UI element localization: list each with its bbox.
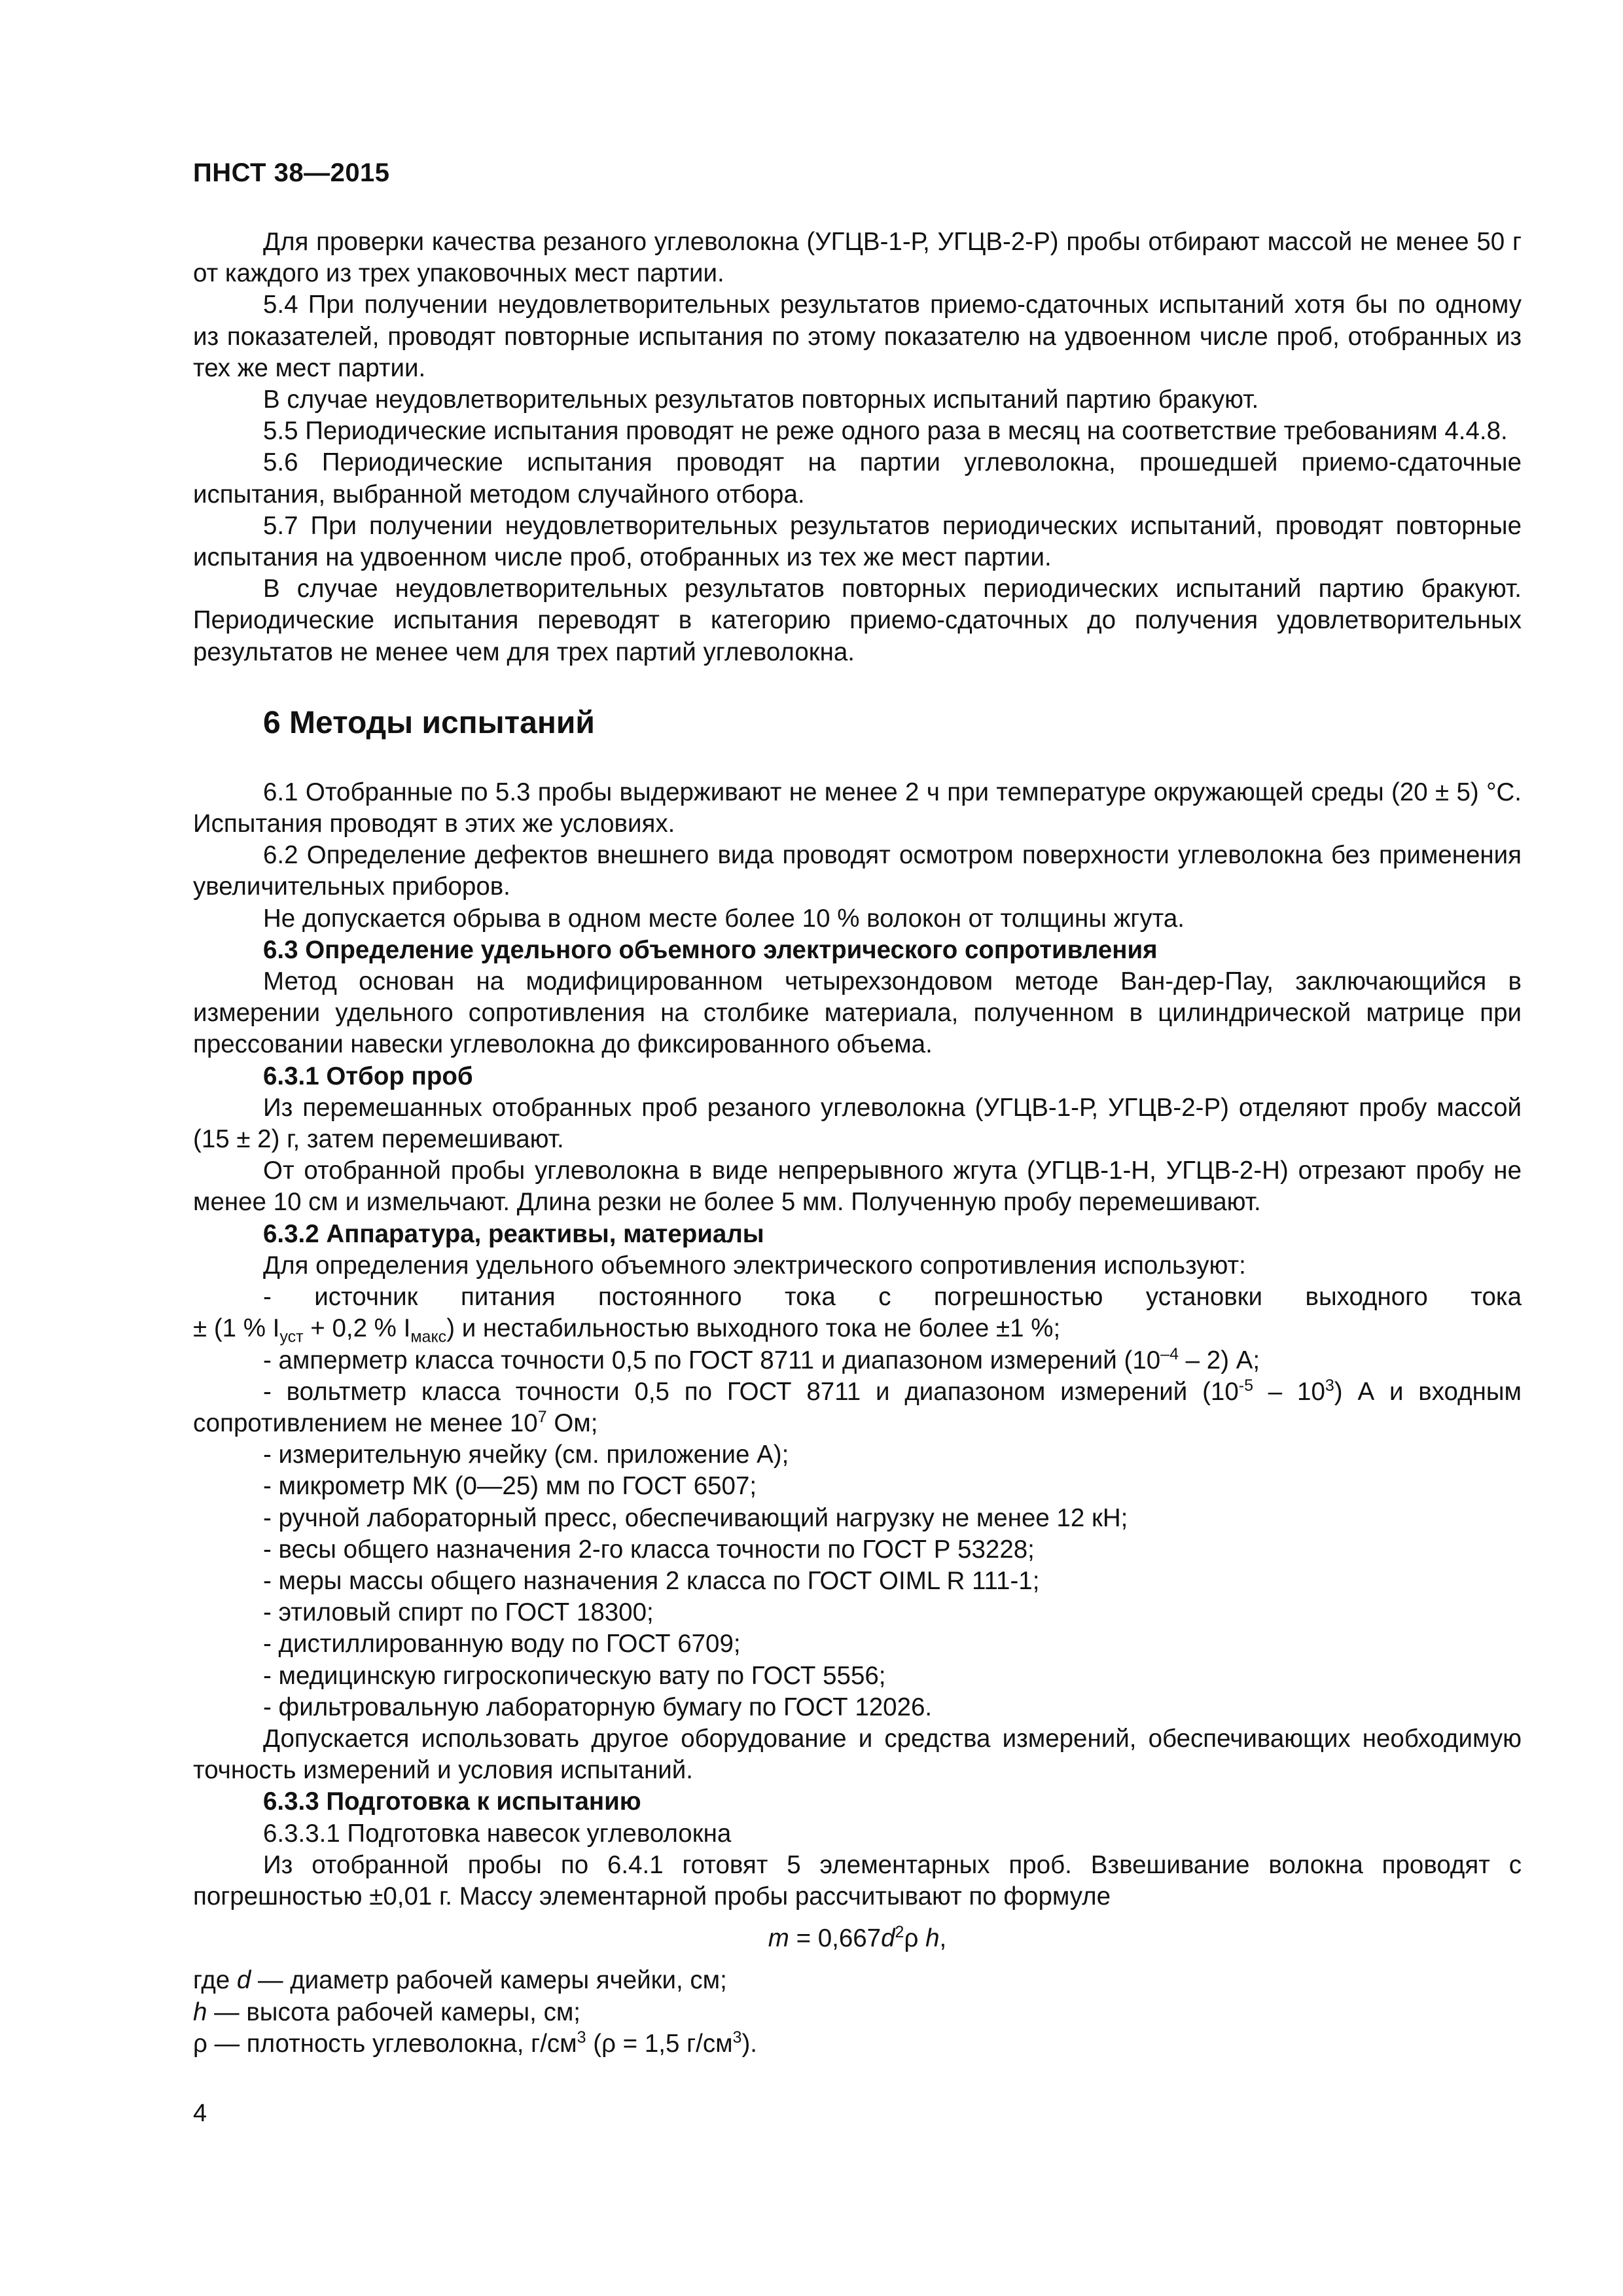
subsection-heading: 6.3.2 Аппаратура, реактивы, материалы bbox=[263, 1219, 764, 1248]
list-item: - источник питания постоянного тока с погрешностью установки выходного тока bbox=[263, 1283, 1522, 1312]
list-item: - фильтровальную лабораторную бумагу по ГОСТ 12026. bbox=[263, 1693, 933, 1721]
paragraph: Для определения удельного объемного электрического сопротивления используют: bbox=[263, 1251, 1246, 1280]
paragraph: Для проверки качества резаного углеволокна (УГЦВ-1-Р, УГЦВ-2-Р) пробы отбирают массой не менее 50 г от каждого из трех упаковочных мест партии. bbox=[193, 228, 1522, 288]
list-item: - этиловый спирт по ГОСТ 18300; bbox=[263, 1598, 654, 1627]
subsection-heading: 6.3 Определение удельного объемного электрического сопротивления bbox=[263, 935, 1158, 964]
formula-legend-item: h — высота рабочей камеры, см; bbox=[193, 1998, 580, 2026]
paragraph: В случае неудовлетворительных результатов повторных испытаний партию бракуют. bbox=[263, 386, 1259, 414]
list-item: - микрометр МК (0—25) мм по ГОСТ 6507; bbox=[263, 1472, 757, 1501]
formula-legend-item: ρ — плотность углеволокна, $г/см^3$ (ρ = 1,5 $г/см^3$). bbox=[193, 2028, 757, 2058]
paragraph: Из отобранной пробы по 6.4.1 готовят 5 элементарных проб. Взвешивание волокна проводят с погрешностью ±0,01 г. Массу элементарной пробы рассчитывают по формуле bbox=[193, 1850, 1522, 1910]
list-item: - медицинскую гигроскопическую вату по ГОСТ 5556; bbox=[263, 1661, 886, 1690]
paragraph: В случае неудовлетворительных результатов повторных периодических испытаний партию бракуют. Периодические испытания переводят в категорию приемо-сдаточных до получения удовлетворительных результатов не менее чем для трех партий углеволокна. bbox=[193, 575, 1522, 666]
paragraph: 6.2 Определение дефектов внешнего вида проводят осмотром поверхности углеволокна без применения увеличительных приборов. bbox=[193, 841, 1522, 901]
paragraph: 6.1 Отобранные по 5.3 пробы выдерживают не менее 2 ч при температуре окружающей среды (20 ± 5) °С. Испытания проводят в этих же условиях. bbox=[193, 778, 1522, 838]
subsection-heading-minor: 6.3.3.1 Подготовка навесок углеволокна bbox=[263, 1819, 732, 1848]
paragraph: Из перемешанных отобранных проб резаного углеволокна (УГЦВ-1-Р, УГЦВ-2-Р) отделяют пробу массой (15 ± 2) г, затем перемешивают. bbox=[193, 1093, 1522, 1154]
document-header: ПНСТ 38—2015 bbox=[193, 158, 390, 187]
paragraph: 5.5 Периодические испытания проводят не реже одного раза в месяц на соответствие требованиям 4.4.8. bbox=[263, 417, 1508, 446]
page-number: 4 bbox=[193, 2100, 207, 2127]
paragraph: Допускается использовать другое оборудование и средства измерений, обеспечивающих необходимую точность измерений и условия испытаний. bbox=[193, 1724, 1522, 1785]
list-item: - дистиллированную воду по ГОСТ 6709; bbox=[263, 1630, 741, 1659]
paragraph: 5.7 При получении неудовлетворительных результатов периодических испытаний, проводят повторные испытания на удвоенном числе проб, отобранных из тех же мест партии. bbox=[193, 511, 1522, 572]
formula: $m = 0,667d^2\rho$ h, bbox=[768, 1923, 947, 1953]
list-item: - меры массы общего назначения 2 класса по ГОСТ OIML R 111-1; bbox=[263, 1566, 1040, 1595]
formula-legend-item: где d — диаметр рабочей камеры ячейки, см; bbox=[193, 1966, 727, 1995]
paragraph: Не допускается обрыва в одном месте более 10 % волокон от толщины жгута. bbox=[263, 904, 1185, 933]
document-body bbox=[193, 226, 1522, 2060]
subsection-heading: 6.3.3 Подготовка к испытанию bbox=[263, 1787, 641, 1816]
paragraph: 5.4 При получении неудовлетворительных результатов приемо-сдаточных испытаний хотя бы по одному из показателей, проводят повторные испытания по этому показателю на удвоенном числе проб, отобранных из тех же мест партии. bbox=[193, 291, 1522, 382]
list-item: - вольтметр класса точности 0,5 по ГОСТ 8711 и диапазоном измерений $(10^{-5} - 10^3)$ А и входным сопротивлением не менее $10^7$ Ом; bbox=[193, 1376, 1522, 1437]
paragraph: Метод основан на модифицированном четырехзондовом методе Ван-дер-Пау, заключающийся в измерении удельного сопротивления на столбике материала, полученном в цилиндрической матрице при прессовании навески углеволокна до фиксированного объема. bbox=[193, 967, 1522, 1059]
subsection-heading: 6.3.1 Отбор проб bbox=[263, 1062, 473, 1090]
list-item: - амперметр класса точности 0,5 по ГОСТ 8711 и диапазоном измерений $(10^{-4} - 2)$ А; bbox=[263, 1344, 1260, 1374]
paragraph: 5.6 Периодические испытания проводят на партии углеволокна, прошедшей приемо-сдаточные испытания, выбранной методом случайного отбора. bbox=[193, 448, 1522, 509]
list-item: - ручной лабораторный пресс, обеспечивающий нагрузку не менее 12 кН; bbox=[263, 1503, 1128, 1532]
list-item: - измерительную ячейку (см. приложение А); bbox=[263, 1441, 789, 1469]
list-item-continuation: ± (1 % $I_{уст} + 0,2$ % $I_{макс}$) и нестабильностью выходного тока не более ±1 %; bbox=[193, 1314, 1061, 1346]
section-title: 6 Методы испытаний bbox=[263, 705, 595, 740]
paragraph: От отобранной пробы углеволокна в виде непрерывного жгута (УГЦВ-1-Н, УГЦВ-2-Н) отрезают пробу не менее 10 см и измельчают. Длина резки не более 5 мм. Полученную пробу перемешивают. bbox=[193, 1157, 1522, 1217]
list-item: - весы общего назначения 2-го класса точности по ГОСТ Р 53228; bbox=[263, 1535, 1035, 1564]
